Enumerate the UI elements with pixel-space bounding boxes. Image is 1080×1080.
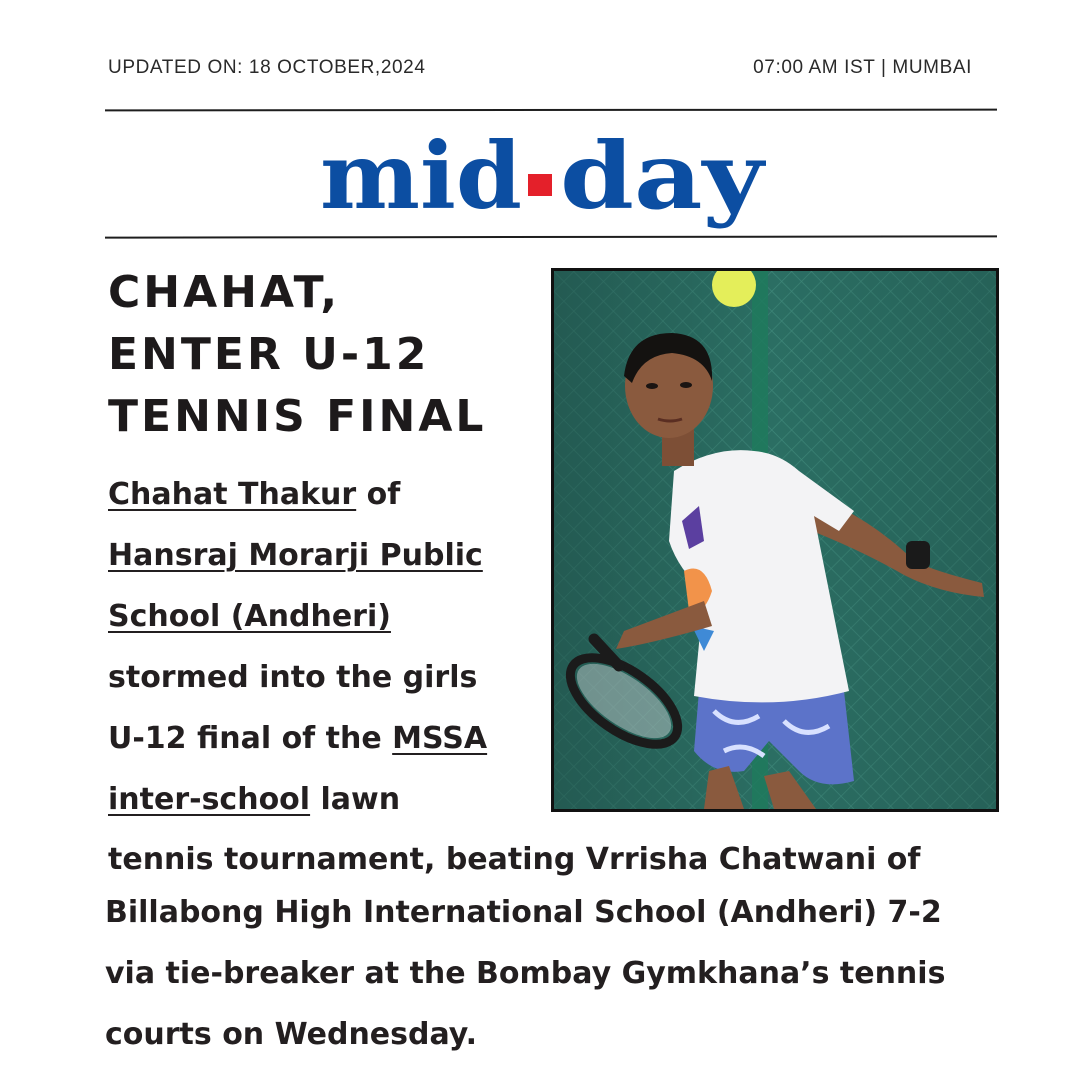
headline-line-1: CHAHAT, bbox=[108, 267, 341, 318]
body-line-2 bbox=[108, 536, 483, 576]
body-line-9: via tie-breaker at the Bombay Gymkhana’s tennis bbox=[105, 956, 946, 991]
body-line-5-pre: U-12 final of the bbox=[108, 721, 393, 756]
inter-school-link[interactable]: inter-school bbox=[108, 782, 311, 817]
body-line-10: courts on Wednesday. bbox=[105, 1017, 477, 1052]
mid-day-logo-graphic bbox=[318, 126, 766, 234]
body-line-1-rest: of bbox=[356, 477, 401, 512]
headline-line-2: ENTER U-12 bbox=[108, 329, 430, 380]
updated-date: UPDATED ON: 18 OCTOBER,2024 bbox=[108, 57, 426, 78]
tennis-player-illustration bbox=[554, 271, 996, 809]
body-line-6-rest: lawn bbox=[310, 782, 401, 817]
logo-day-text: day bbox=[560, 126, 766, 230]
time-location: 07:00 AM IST | MUMBAI bbox=[753, 57, 972, 78]
bottom-divider bbox=[105, 235, 997, 238]
body-line-4: stormed into the girls bbox=[108, 660, 478, 695]
body-line-1 bbox=[108, 475, 400, 515]
school-link-part-1[interactable]: Hansraj Morarji Public bbox=[108, 538, 483, 573]
mssa-link[interactable]: MSSA bbox=[392, 721, 488, 756]
logo-mid-text: mid bbox=[320, 126, 522, 230]
body-line-6 bbox=[108, 780, 400, 820]
article-headline bbox=[108, 262, 538, 448]
article-photo bbox=[551, 268, 999, 812]
body-line-7: tennis tournament, beating Vrrisha Chatwani of bbox=[108, 842, 921, 877]
top-divider bbox=[105, 109, 997, 112]
body-line-8: Billabong High International School (Andheri) 7-2 bbox=[105, 895, 942, 930]
player-name-link[interactable]: Chahat Thakur bbox=[108, 477, 357, 512]
headline-line-3: TENNIS FINAL bbox=[108, 391, 487, 442]
school-link-part-2[interactable]: School (Andheri) bbox=[108, 599, 391, 634]
logo-dot-icon bbox=[528, 174, 552, 196]
mid-day-logo bbox=[318, 126, 766, 234]
body-line-3 bbox=[108, 597, 391, 637]
body-line-5 bbox=[108, 719, 487, 759]
dateline-bar bbox=[108, 57, 972, 83]
